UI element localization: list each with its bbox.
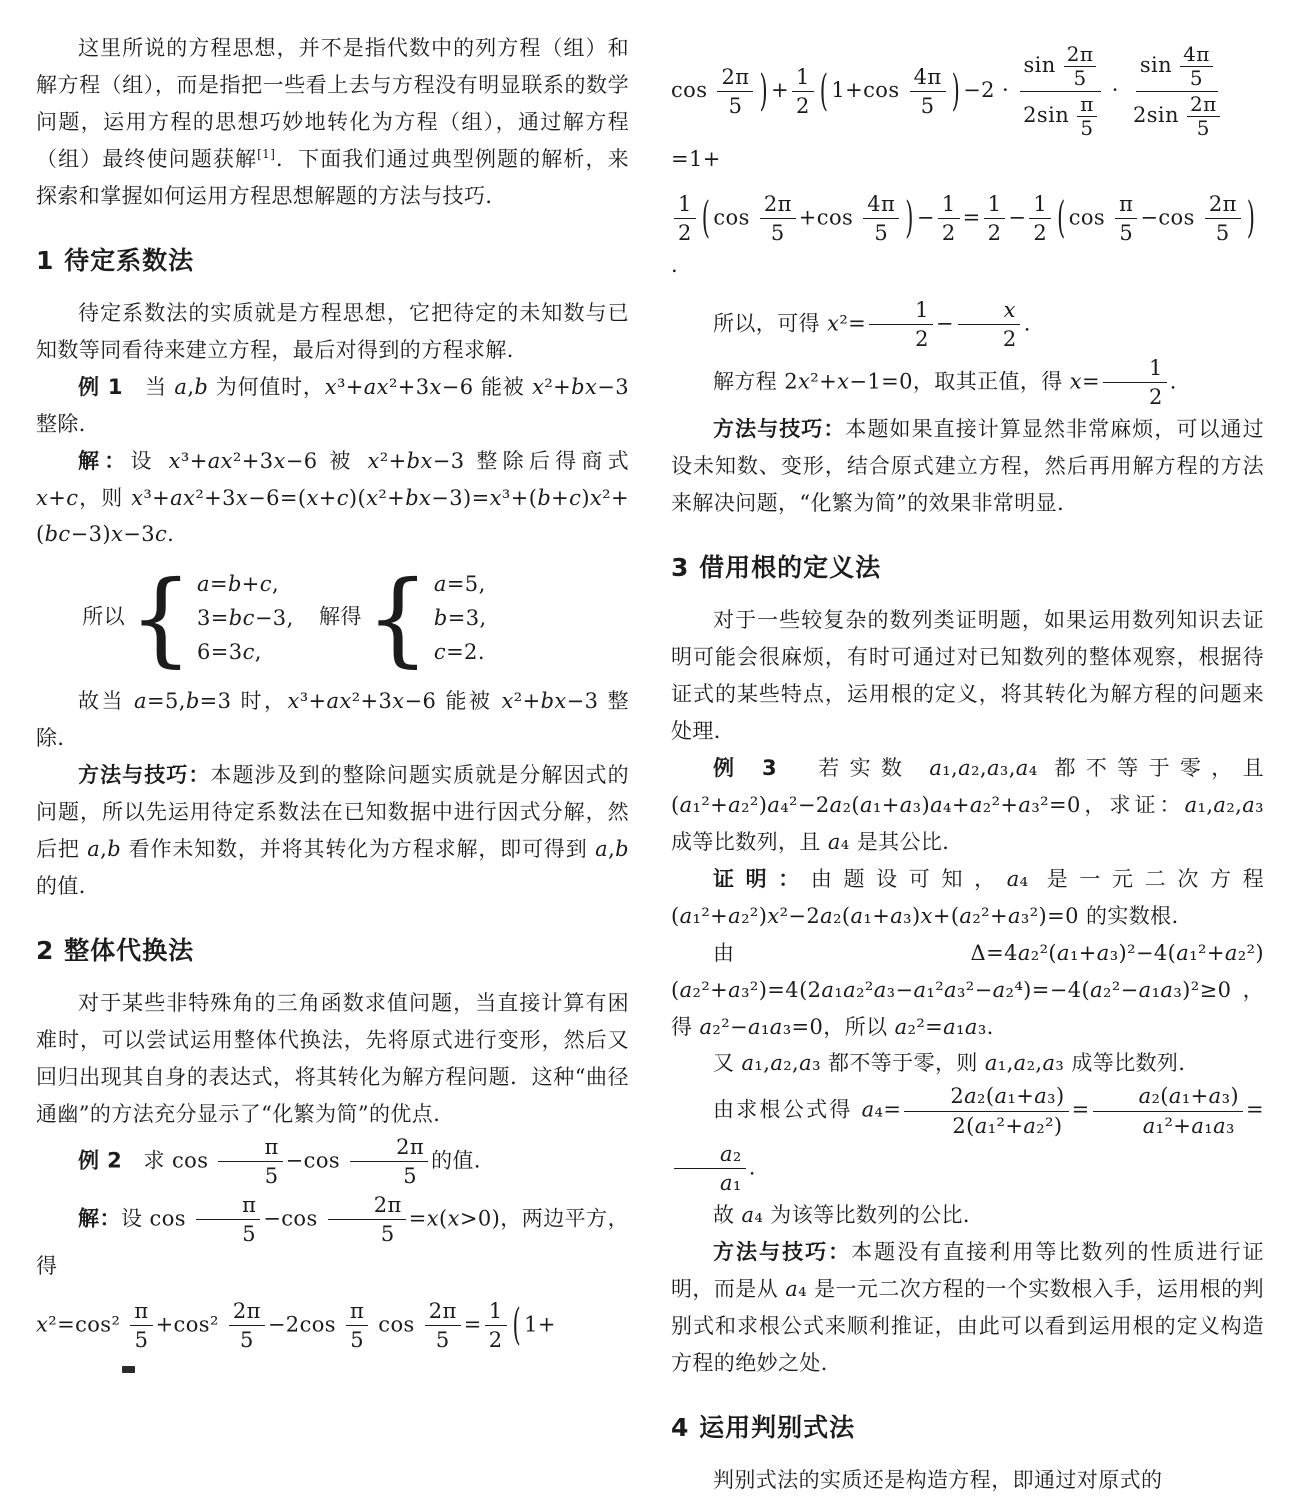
section-2-heading: 2 整体代换法 [36,936,195,966]
left-column [36,30,629,1499]
section-3-paragraph: 对于一些较复杂的数列类证明题，如果运用数列知识去证明可能会很麻烦，有时可通过对已知数列的整体观察，根据待证式的某些特点，运用根的定义，将其转化为解方程的问题来处理． [671,608,1264,743]
example-2-statement: 例 2 求 cos $\frac{\pi}{5}$ −cos $\frac{2\pi}{5}$ 的值． [78,1135,496,1189]
solve-equation: 解方程 2x²+x−1=0，取其正值，得 x= $\frac{1}{2}$ . [713,355,1177,409]
right-column [671,30,1264,1499]
equation-square-expansion: x²=cos² $\frac{\pi}{5}$ +cos² $\frac{2\pi}{5}$ −2cos $\frac{\pi}{5}$ cos $\frac{2\pi}{5}$ = $\frac{1}{2}$ ( 1+ [36,1298,556,1353]
method-tip-3: 方法与技巧：本题没有直接利用等比数列的性质进行证明，而是从 a₄ 是一元二次方程的一个实数根入手，运用根的判别式和求根公式来顺利推证，由此可以看到运用根的定义构造方程的绝妙之处． [671,1240,1264,1376]
example-1-statement: 例 1 当 a,b 为何值时，x³+ax²+3x−6 能被 x²+bx−3 整除． [36,374,630,436]
example-1-solution: 解：设 x³+ax²+3x−6 被 x²+bx−3 整除后得商式 x+c，则 x³+ax²+3x−6=(x+c)(x²+bx−3)=x³+(b+c)x²+(bc−3)x−3c. [36,448,629,547]
root-formula-line: 由求根公式得 a₄= $\frac{\text{2a₂(a₁+a₃)}}{\text{2(a₁²+a₂²)}}$ = $\frac{\text{a₂(a₁+a₃)}}{\text{a₁²+a₁a₃}}$ = $\frac{\text{a₂}}{\text{a₁}}$ . [671,1082,1264,1197]
section-4-paragraph: 判别式法的实质还是构造方程，即通过对原式的 [713,1468,1163,1493]
common-ratio-conclusion: 故 a₄ 为该等比数列的公比． [713,1203,985,1228]
example-3-statement: 例 3 若实数 a₁,a₂,a₃,a₄ 都不等于零，且(a₁²+a₂²)a₄²−2a₂(a₁+a₃)a₄+a₂²+a₃²=0，求证：a₁,a₂,a₃ 成等比数列，且 a₄ 是其公比． [671,755,1264,854]
page-artifact [122,1366,135,1373]
equation-system: 所以 { a=b+c, 3=bc−3, 6=3c, 解得 { a=5, b=3, c=2. [82,558,487,679]
equation-continued-2: $\frac{1}{2}$ ( cos $\frac{2\pi}{5}$ +cos $\frac{4\pi}{5}$ ) − $\frac{1}{2}$ = $\frac{1}{2}$ − $\frac{1}{2}$ ( cos $\frac{\pi}{5}$ −cos $\frac{2\pi}{5}$ ). [671,191,1256,278]
example-1-conclusion: 故当 a=5,b=3 时，x³+ax²+3x−6 能被 x²+bx−3 整除． [36,689,629,751]
method-tip-1: 方法与技巧：本题涉及到的整除问题实质就是分解因式的问题，所以先运用待定系数法在已知数据中进行因式分解，然后把 a,b 看作未知数，并将其转化为方程求解，即可得到 a,b 的值． [36,763,629,899]
equation-continued-1: cos $\frac{2\pi}{5}$ ) + $\frac{1}{2}$ ( 1+cos $\frac{4\pi}{5}$ ) −2 · sin $\frac{2\pi}{5}$ 2sin $\frac{\pi}{5}$ · sin $\frac{4\pi}{5}$ 2sin $\frac{2\pi}{5}$ =1+ [671,42,1264,178]
so-equation: 所以，可得 x²= $\frac{1}{2}$ − $\frac{x}{2}$ . [713,298,1031,352]
intro-paragraph: 这里所说的方程思想，并不是指代数中的列方程（组）和解方程（组），而是指把一些看上去与方程没有明显联系的数学问题，运用方程的思想巧妙地转化为方程（组），通过解方程（组）最终使问题获解[1]．下面我们通过典型例题的解析，来探索和掌握如何运用方程思想解题的方法与技巧． [36,36,629,208]
method-tip-2: 方法与技巧：本题如果直接计算显然非常麻烦，可以通过设未知数、变形，结合原式建立方程，然后再用解方程的方法来解决问题，“化繁为简”的效果非常明显． [671,417,1264,516]
section-1-heading: 1 待定系数法 [36,245,195,275]
section-2-paragraph: 对于某些非特殊角的三角函数求值问题，当直接计算有困难时，可以尝试运用整体代换法，先将原式进行变形，然后又回归出现其自身的表达式，将其转化为解方程问题．这种“曲径通幽”的方法充分显示了“化繁为简”的优点． [36,991,629,1127]
section-3-heading: 3 借用根的定义法 [671,553,882,583]
delta-derivation: 由 Δ=4a₂²(a₁+a₃)²−4(a₁²+a₂²)(a₂²+a₃²)=4(2a₁a₂²a₃−a₁²a₃²−a₂⁴)=−4(a₂²−a₁a₃)²≥0，得 a₂²−a₁a₃=0，所以 a₂²=a₁a₃. [671,940,1264,1039]
section-1-paragraph: 待定系数法的实质就是方程思想，它把待定的未知数与已知数等同看待来建立方程，最后对得到的方程求解． [36,300,629,362]
example-3-proof: 证明：由题设可知，a₄ 是一元二次方程(a₁²+a₂²)x²−2a₂(a₁+a₃)x+(a₂²+a₃²)=0 的实数根． [671,866,1264,928]
geometric-sequence-conclusion: 又 a₁,a₂,a₃ 都不等于零，则 a₁,a₂,a₃ 成等比数列． [713,1051,1200,1076]
example-2-solution: 解：设 cos $\frac{\pi}{5}$ −cos $\frac{2\pi}{5}$ =x(x>0)，两边平方，得 [36,1192,630,1279]
section-4-heading: 4 运用判别式法 [671,1413,856,1443]
